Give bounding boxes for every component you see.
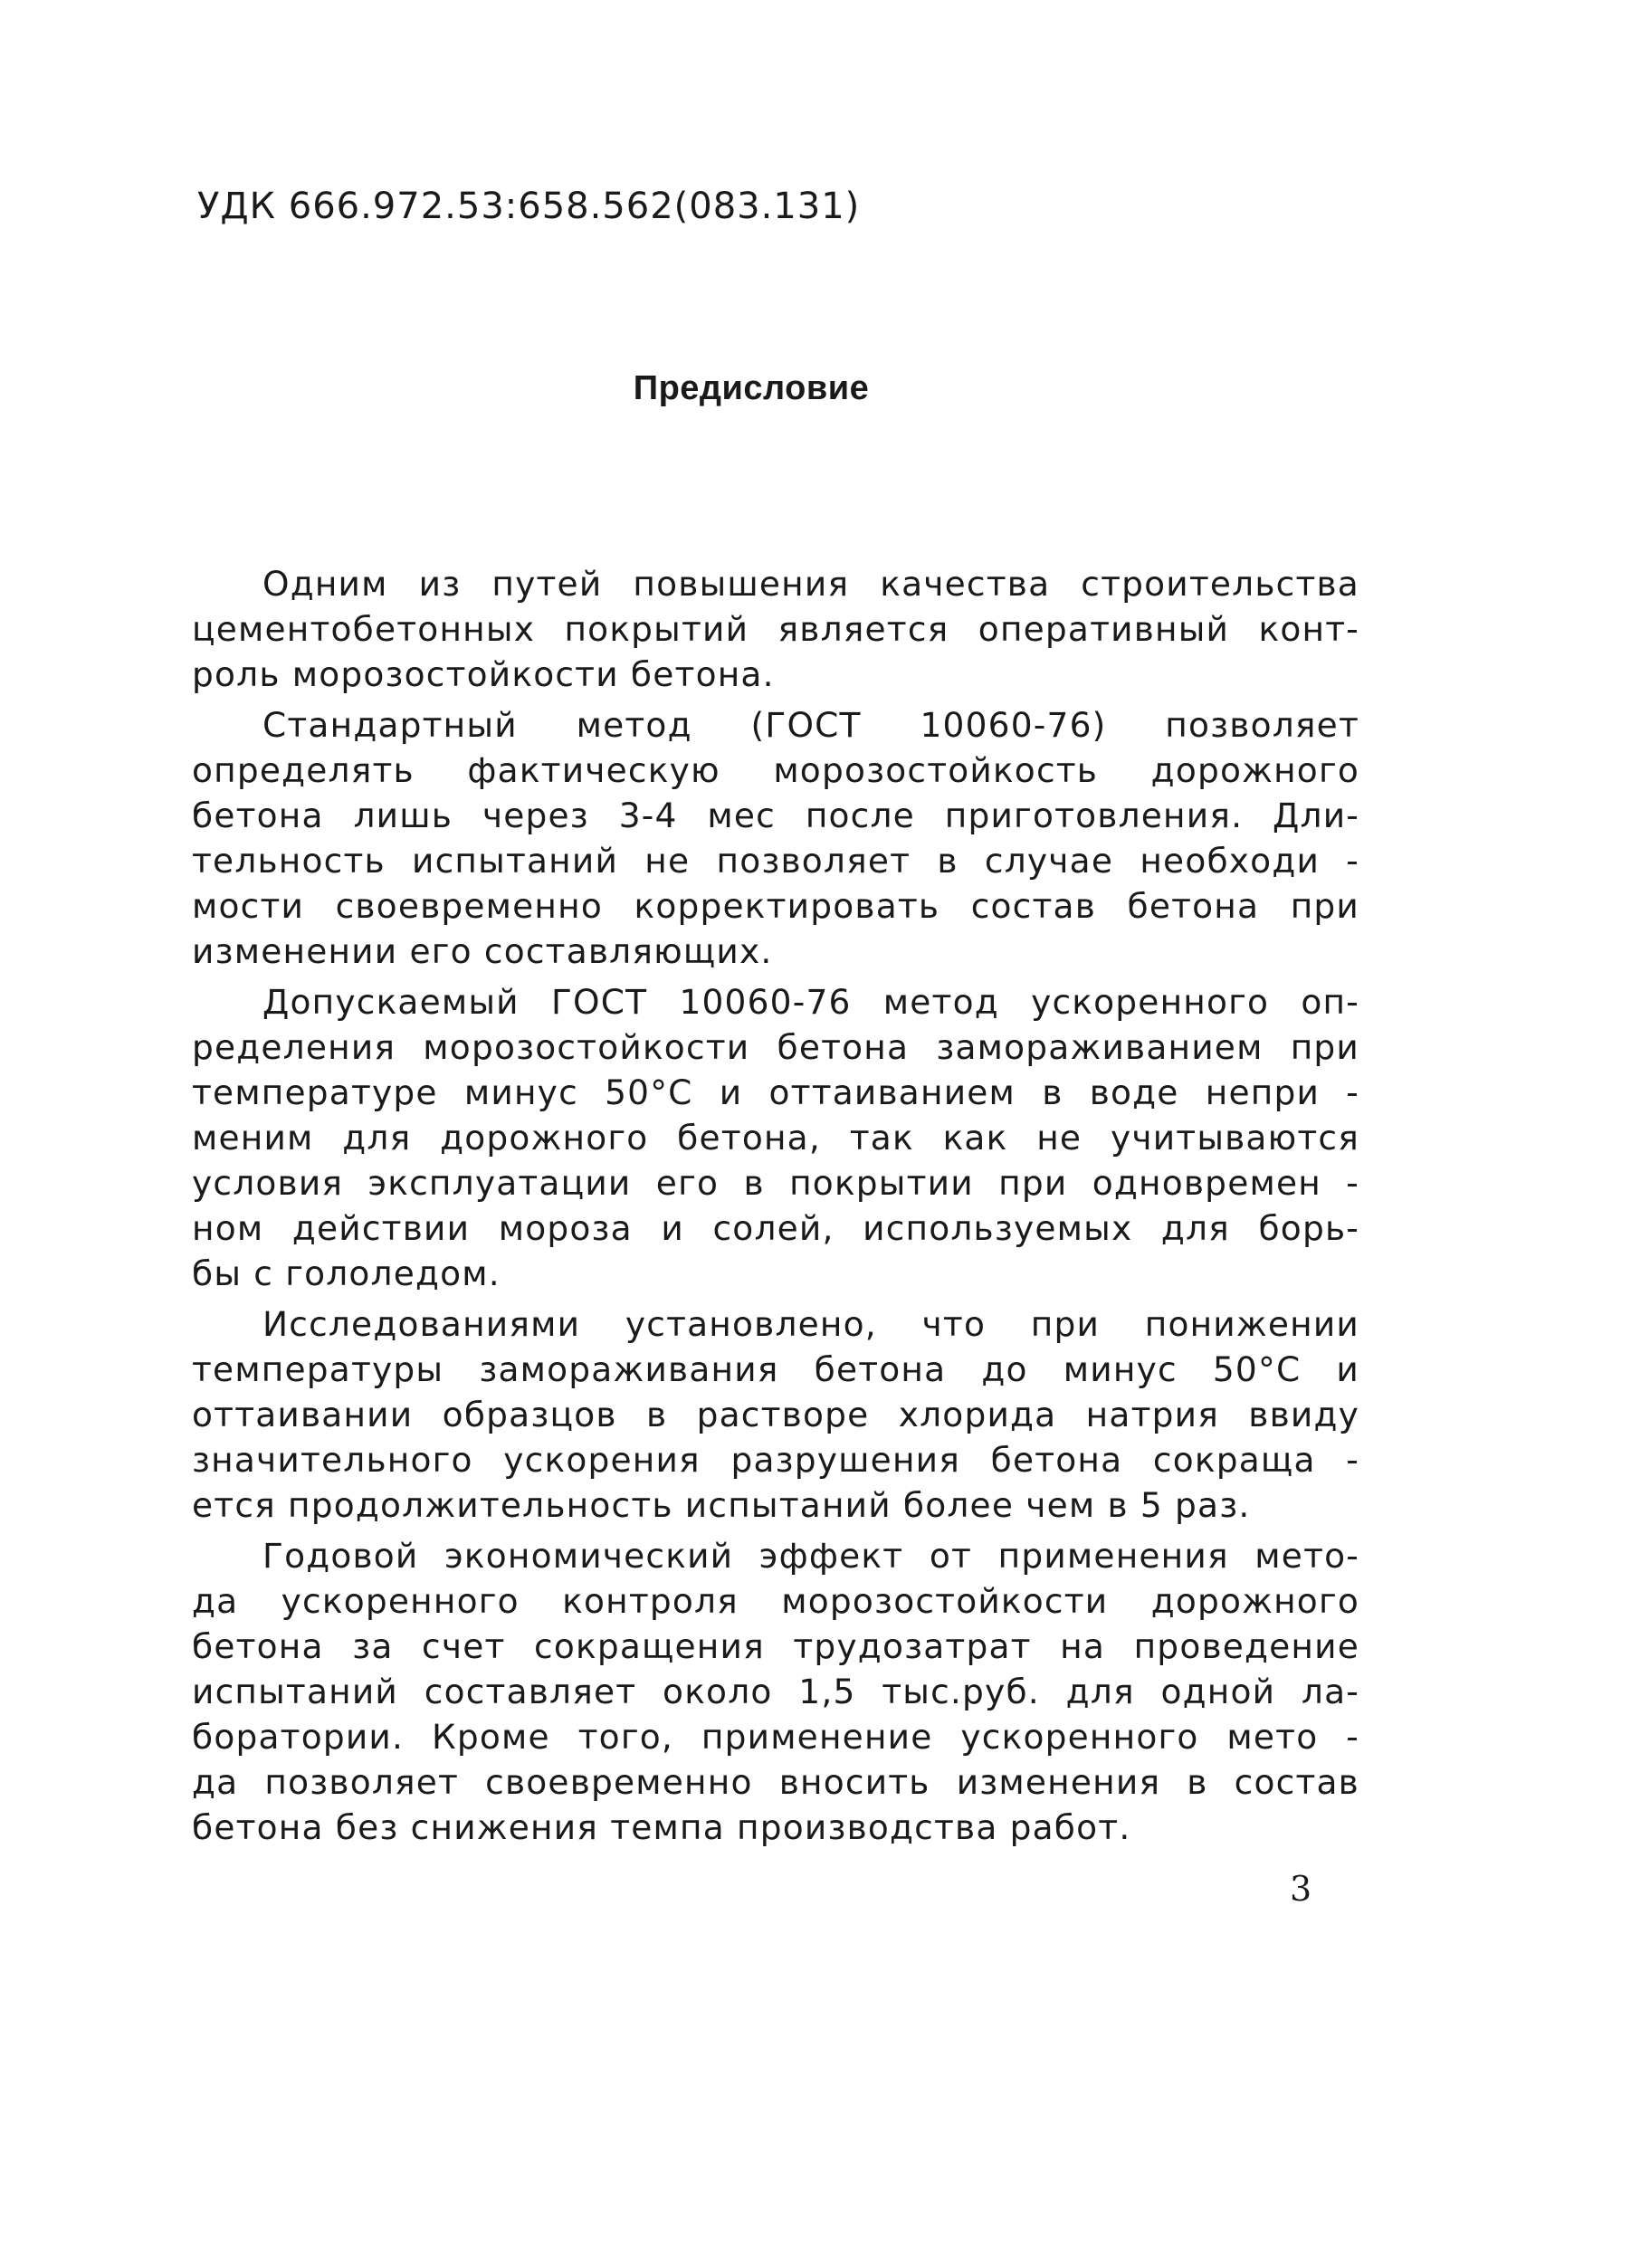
paragraph-line: да ускоренного контроля морозостойкости дорожного [192, 1581, 1359, 1621]
paragraph-line: изменении его составляющих. [192, 931, 773, 971]
paragraph [192, 979, 1359, 1296]
paragraph-line: Одним из путей повышения качества строительства [262, 564, 1359, 604]
paragraph-line: Стандартный метод (ГОСТ 10060-76) позволяет [262, 705, 1359, 745]
paragraph-line: Годовой экономический эффект от применения мето- [262, 1536, 1359, 1576]
paragraph [192, 702, 1359, 974]
paragraph-line: Допускаемый ГОСТ 10060-76 метод ускоренного оп- [262, 982, 1359, 1022]
paragraph-line: значительного ускорения разрушения бетона сокраща - [192, 1440, 1359, 1480]
paragraph-line: меним для дорожного бетона, так как не учитываются [192, 1118, 1359, 1158]
paragraph-line: роль морозостойкости бетона. [192, 654, 775, 694]
paragraph [192, 1533, 1359, 1850]
paragraph-line: испытаний составляет около 1,5 тыс.руб. для одной ла- [192, 1672, 1359, 1711]
paragraph-line: бетона лишь через 3-4 мес после приготовления. Дли- [192, 796, 1359, 835]
paragraph-line: Исследованиями установлено, что при понижении [262, 1304, 1359, 1344]
paragraph-line: ном действии мороза и солей, используемых для борь- [192, 1208, 1359, 1248]
page-heading: Предисловие [633, 369, 870, 407]
paragraph-line: температуре минус 50°С и оттаиванием в воде непри - [192, 1072, 1359, 1112]
paragraph-line: да позволяет своевременно вносить изменения в состав [192, 1762, 1359, 1802]
paragraph-line: цементобетонных покрытий является оперативный конт- [192, 609, 1359, 649]
paragraph-line: мости своевременно корректировать состав бетона при [192, 886, 1359, 926]
paragraph-line: определять фактическую морозостойкость дорожного [192, 750, 1359, 790]
paragraph-line: бетона за счет сокращения трудозатрат на проведение [192, 1626, 1359, 1666]
paragraph [192, 561, 1359, 697]
paragraph [192, 1301, 1359, 1528]
paragraph-line: условия эксплуатации его в покрытии при одновремен - [192, 1163, 1359, 1203]
paragraph-line: температуры замораживания бетона до минус 50°С и [192, 1349, 1359, 1389]
paragraph-line: бетона без снижения темпа производства работ. [192, 1807, 1131, 1847]
paragraph-line: бы с гололедом. [192, 1253, 501, 1293]
udk-code: УДК 666.972.53:658.562(083.131) [197, 186, 861, 227]
paragraph-line: боратории. Кроме того, применение ускоренного мето - [192, 1717, 1359, 1757]
paragraph-line: оттаивании образцов в растворе хлорида натрия ввиду [192, 1395, 1359, 1434]
page-number: 3 [1290, 1869, 1312, 1909]
paragraph-line: ределения морозостойкости бетона замораживанием при [192, 1027, 1359, 1067]
paragraph-line: тельность испытаний не позволяет в случае необходи - [192, 841, 1359, 881]
body-text [192, 561, 1359, 1850]
paragraph-line: ется продолжительность испытаний более чем в 5 раз. [192, 1485, 1251, 1525]
